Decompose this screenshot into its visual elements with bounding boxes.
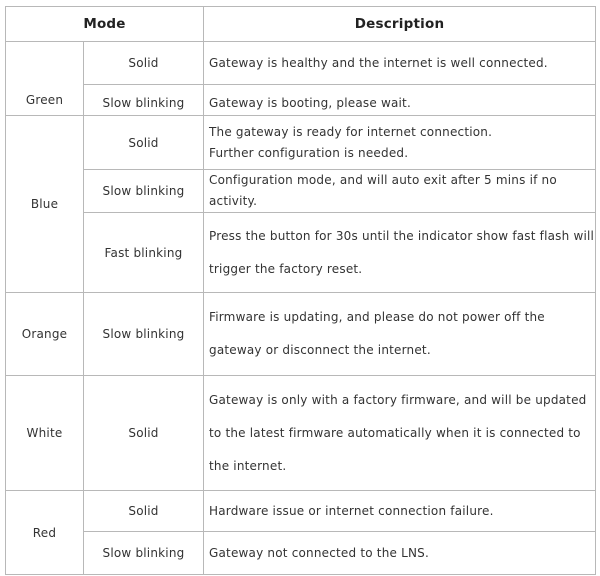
description-cell xyxy=(204,213,596,293)
table-header-row xyxy=(6,7,596,42)
description-line: Gateway is healthy and the internet is well connected. xyxy=(209,55,548,70)
description-cell xyxy=(204,42,596,85)
table-row xyxy=(6,376,596,491)
table-row xyxy=(6,213,596,293)
color-cell-green: Green xyxy=(6,42,84,116)
description-line: The gateway is ready for internet connection. xyxy=(209,124,493,139)
table-row xyxy=(6,532,596,575)
description-line: to the latest firmware automatically when it is connected to xyxy=(209,425,581,440)
description-line: trigger the factory reset. xyxy=(209,261,363,276)
mode-cell: Slow blinking xyxy=(84,293,204,376)
mode-cell: Slow blinking xyxy=(84,170,204,213)
mode-cell: Solid xyxy=(84,116,204,170)
color-cell-orange: Orange xyxy=(6,293,84,376)
description-line: gateway or disconnect the internet. xyxy=(209,343,431,357)
description-cell xyxy=(204,532,596,575)
mode-cell: Fast blinking xyxy=(84,213,204,293)
table-row xyxy=(6,170,596,213)
mode-cell: Slow blinking xyxy=(84,85,204,116)
description-header: Description xyxy=(204,7,596,42)
description-cell xyxy=(204,85,596,116)
description-line: Configuration mode, and will auto exit after 5 mins if no activity. xyxy=(209,173,557,208)
table-row xyxy=(6,116,596,170)
color-cell-red: Red xyxy=(6,491,84,575)
description-cell xyxy=(204,491,596,532)
description-line: Gateway is only with a factory firmware, and will be updated xyxy=(209,392,587,407)
table-row xyxy=(6,293,596,376)
description-line: Hardware issue or internet connection failure. xyxy=(209,503,494,518)
description-cell xyxy=(204,376,596,491)
description-line: Firmware is updating, and please do not power off the xyxy=(209,310,545,324)
led-status-table xyxy=(5,6,596,575)
color-cell-white: White xyxy=(6,376,84,491)
description-line: Further configuration is needed. xyxy=(209,145,409,160)
description-line: Gateway is booting, please wait. xyxy=(209,95,411,110)
mode-cell: Solid xyxy=(84,376,204,491)
color-cell-blue: Blue xyxy=(6,116,84,293)
mode-header: Mode xyxy=(6,7,204,42)
mode-cell: Slow blinking xyxy=(84,532,204,575)
table-row xyxy=(6,491,596,532)
description-line: Press the button for 30s until the indicator show fast flash will xyxy=(209,228,595,243)
table-row xyxy=(6,42,596,85)
description-cell xyxy=(204,293,596,376)
table-row xyxy=(6,85,596,116)
description-line: the internet. xyxy=(209,458,287,473)
description-line: Gateway not connected to the LNS. xyxy=(209,545,430,560)
description-cell xyxy=(204,116,596,170)
mode-cell: Solid xyxy=(84,491,204,532)
description-cell xyxy=(204,170,596,213)
mode-cell: Solid xyxy=(84,42,204,85)
